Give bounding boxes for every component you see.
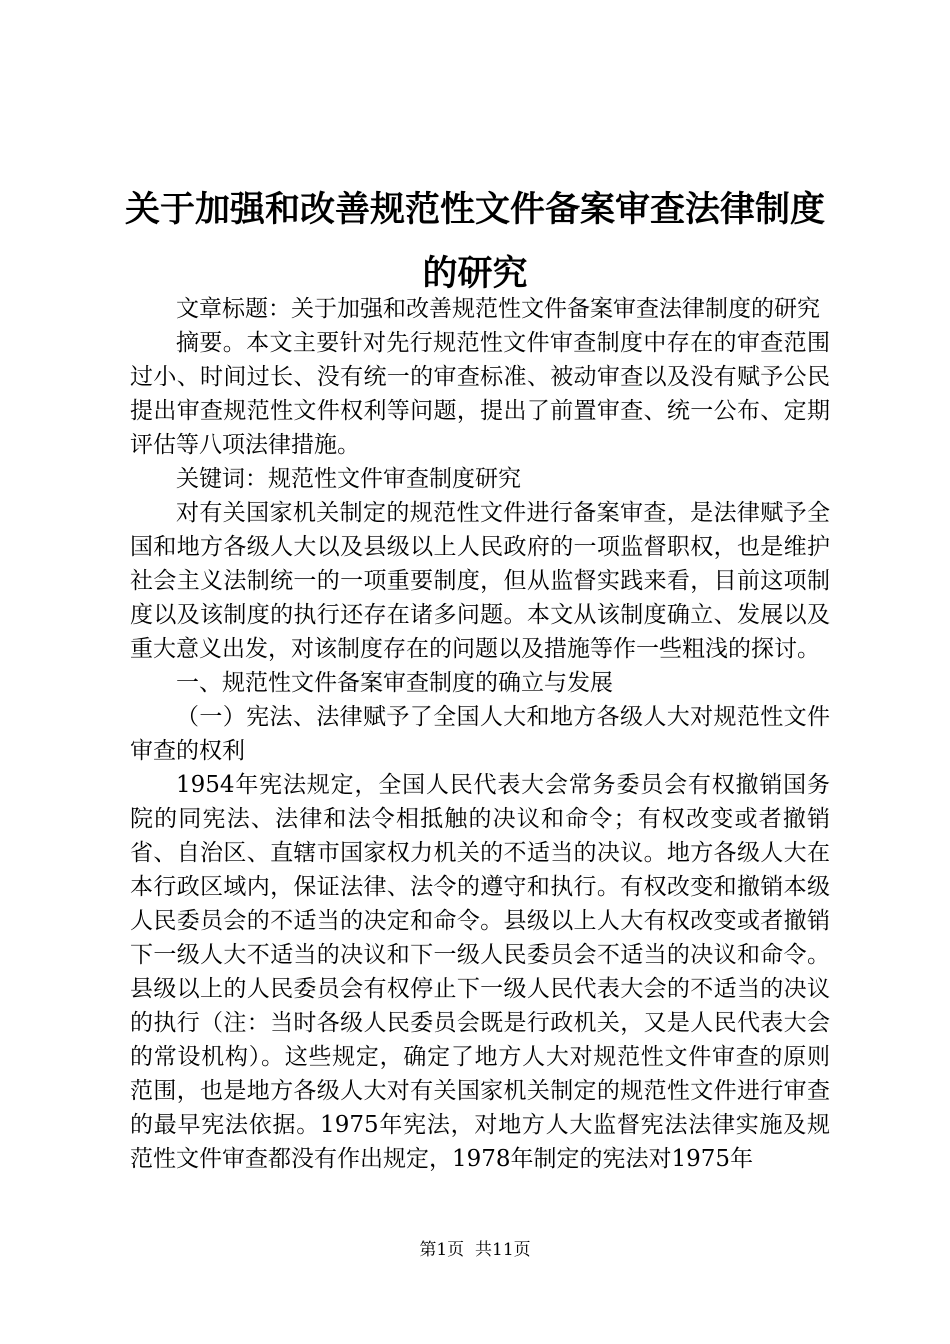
abstract-paragraph: 摘要。本文主要针对先行规范性文件审查制度中存在的审查范围过小、时间过长、没有统一的审查标准、被动审查以及没有赋予公民提出审查规范性文件权利等问题，提出了前置审查、统一公布、定期评估等八项法律措施。 [130, 330, 830, 458]
intro-paragraph: 对有关国家机关制定的规范性文件进行备案审查，是法律赋予全国和地方各级人大以及县级以上人民政府的一项监督职权，也是维护社会主义法制统一的一项重要制度，但从监督实践来看，目前这项制度以及该制度的执行还存在诸多问题。本文从该制度确立、发展以及重大意义出发，对该制度存在的问题以及措施等作一些粗浅的探讨。 [130, 500, 830, 662]
title-line-2: 的研究 [422, 254, 528, 294]
page-total: 共11页 [475, 1240, 531, 1260]
title-line-1: 关于加强和改善规范性文件备案审查法律制度 [124, 190, 825, 230]
page-number: 第1页 [419, 1240, 465, 1260]
document-title [100, 178, 850, 306]
document-body [130, 292, 830, 1176]
body-paragraph: 1954年宪法规定，全国人民代表大会常务委员会有权撤销国务院的同宪法、法律和法令相抵触的决议和命令；有权改变或者撤销省、自治区、直辖市国家权力机关的不适当的决议。地方各级人大在本行政区域内，保证法律、法令的遵守和执行。有权改变和撤销本级人民委员会的不适当的决定和命令。县级以上人大有权改变或者撤销下一级人大不适当的决议和下一级人民委员会不适当的决议和命令。县级以上的人民委员会有权停止下一级人民代表大会的不适当的决议的执行（注：当时各级人民委员会既是行政机关，又是人民代表大会的常设机构）。这些规定，确定了地方人大对规范性文件审查的原则范围，也是地方各级人大对有关国家机关制定的规范性文件进行审查的最早宪法依据。1975年宪法，对地方人大监督宪法法律实施及规范性文件审查都没有作出规定，1978年制定的宪法对1975年 [130, 772, 830, 1172]
section-heading: 一、规范性文件备案审查制度的确立与发展 [176, 670, 613, 696]
page-footer [0, 1240, 950, 1260]
article-title-paragraph: 文章标题：关于加强和改善规范性文件备案审查法律制度的研究 [176, 296, 820, 322]
subsection-heading: （一）宪法、法律赋予了全国人大和地方各级人大对规范性文件审查的权利 [130, 704, 830, 764]
keywords-paragraph: 关键词：规范性文件审查制度研究 [176, 466, 521, 492]
